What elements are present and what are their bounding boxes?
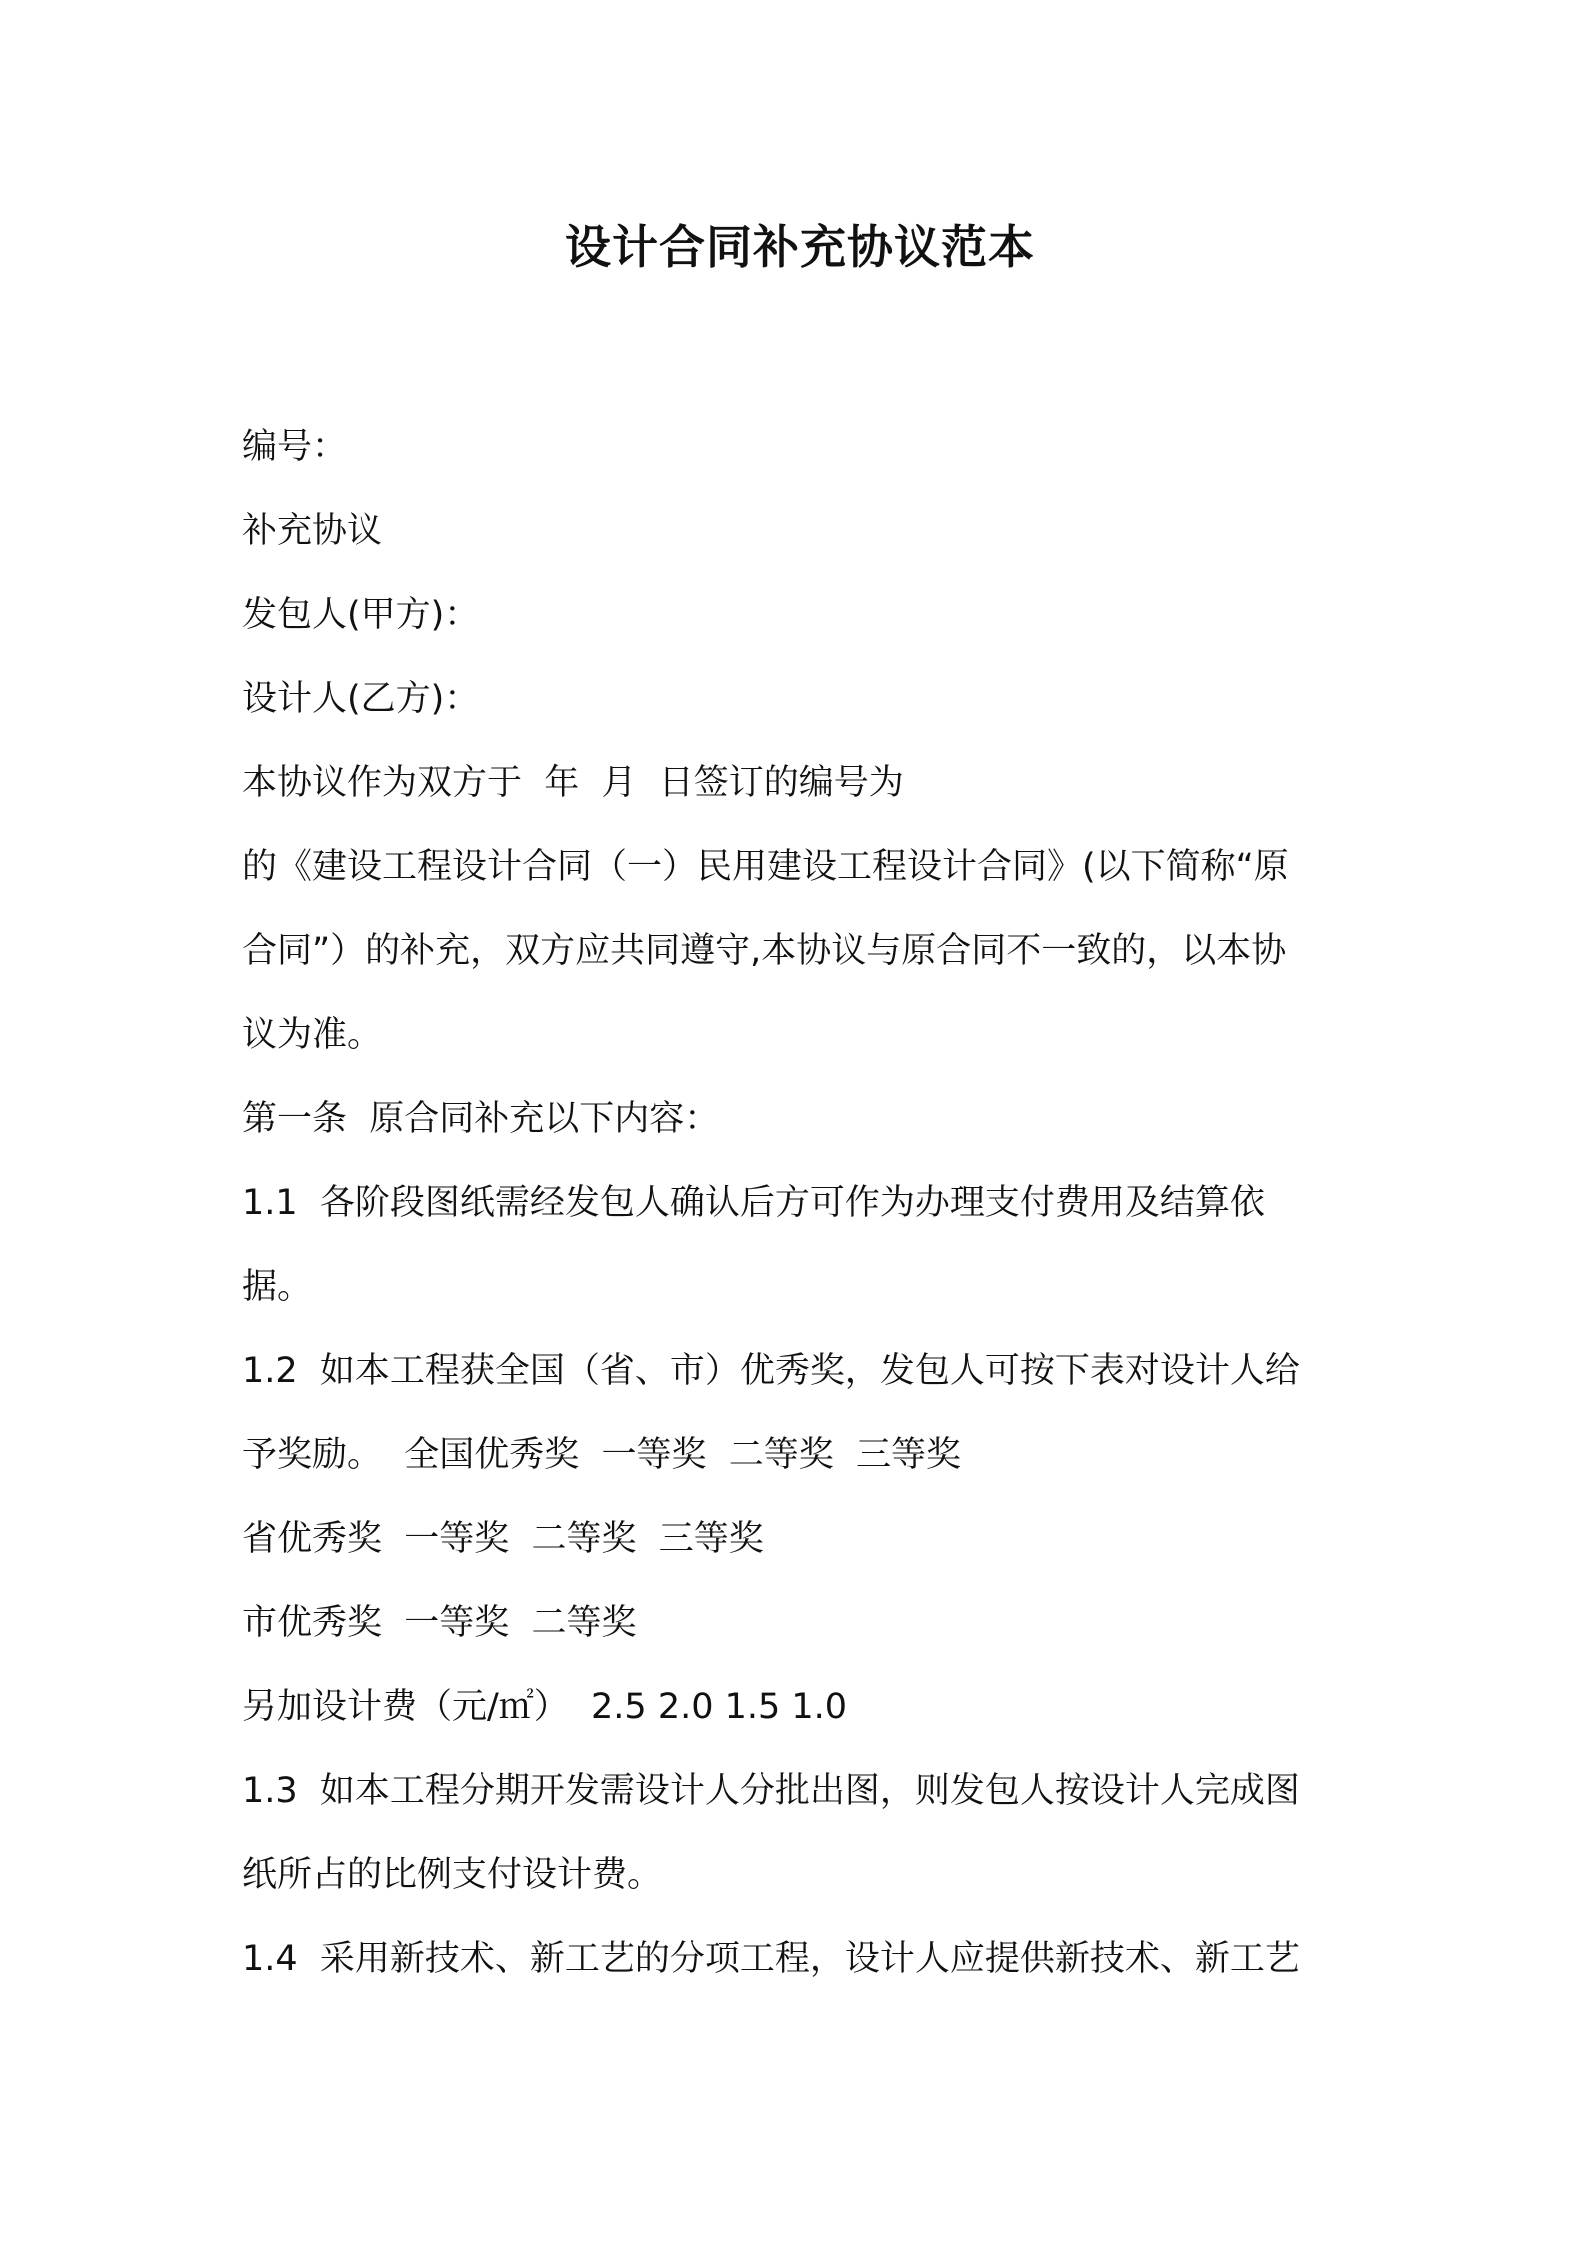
- document-title: 设计合同补充协议范本: [565, 220, 1035, 274]
- text-line-clause-1-2-e: 另加设计费（元/㎡） 2.5 2.0 1.5 1.0: [242, 1687, 848, 1727]
- text-line-supplementary-agreement: 补充协议: [242, 511, 383, 551]
- text-line-clause-1-2-d: 市优秀奖 一等奖 二等奖: [242, 1603, 637, 1643]
- text-line-preamble-4: 议为准。: [242, 1015, 383, 1055]
- text-line-clause-1-4-a: 1.4 采用新技术、新工艺的分项工程，设计人应提供新技术、新工艺: [242, 1939, 1300, 1979]
- text-line-clause-1-1-b: 据。: [242, 1267, 313, 1307]
- text-line-clause-1-2-a: 1.2 如本工程获全国（省、市）优秀奖，发包人可按下表对设计人给: [242, 1351, 1300, 1391]
- text-line-party-a: 发包人(甲方)：: [242, 595, 480, 635]
- text-line-clause-1-3-b: 纸所占的比例支付设计费。: [242, 1855, 663, 1895]
- text-line-clause-1-1-a: 1.1 各阶段图纸需经发包人确认后方可作为办理支付费用及结算依: [242, 1183, 1265, 1223]
- text-line-clause-1-2-c: 省优秀奖 一等奖 二等奖 三等奖: [242, 1519, 764, 1559]
- text-line-preamble-3: 合同”）的补充，双方应共同遵守,本协议与原合同不一致的，以本协: [242, 931, 1287, 971]
- text-line-clause-1-3-a: 1.3 如本工程分期开发需设计人分批出图，则发包人按设计人完成图: [242, 1771, 1300, 1811]
- document-body: [242, 405, 1362, 2001]
- text-line-clause-1-2-b: 予奖励。 全国优秀奖 一等奖 二等奖 三等奖: [242, 1435, 962, 1475]
- text-line-preamble-1: 本协议作为双方于 年 月 日签订的编号为: [242, 763, 904, 803]
- text-line-party-b: 设计人(乙方)：: [242, 679, 480, 719]
- text-line-preamble-2: 的《建设工程设计合同（一）民用建设工程设计合同》(以下简称“原: [242, 847, 1289, 887]
- text-line-serial-number: 编号：: [242, 427, 348, 467]
- text-line-article-1-heading: 第一条 原合同补充以下内容：: [242, 1099, 720, 1139]
